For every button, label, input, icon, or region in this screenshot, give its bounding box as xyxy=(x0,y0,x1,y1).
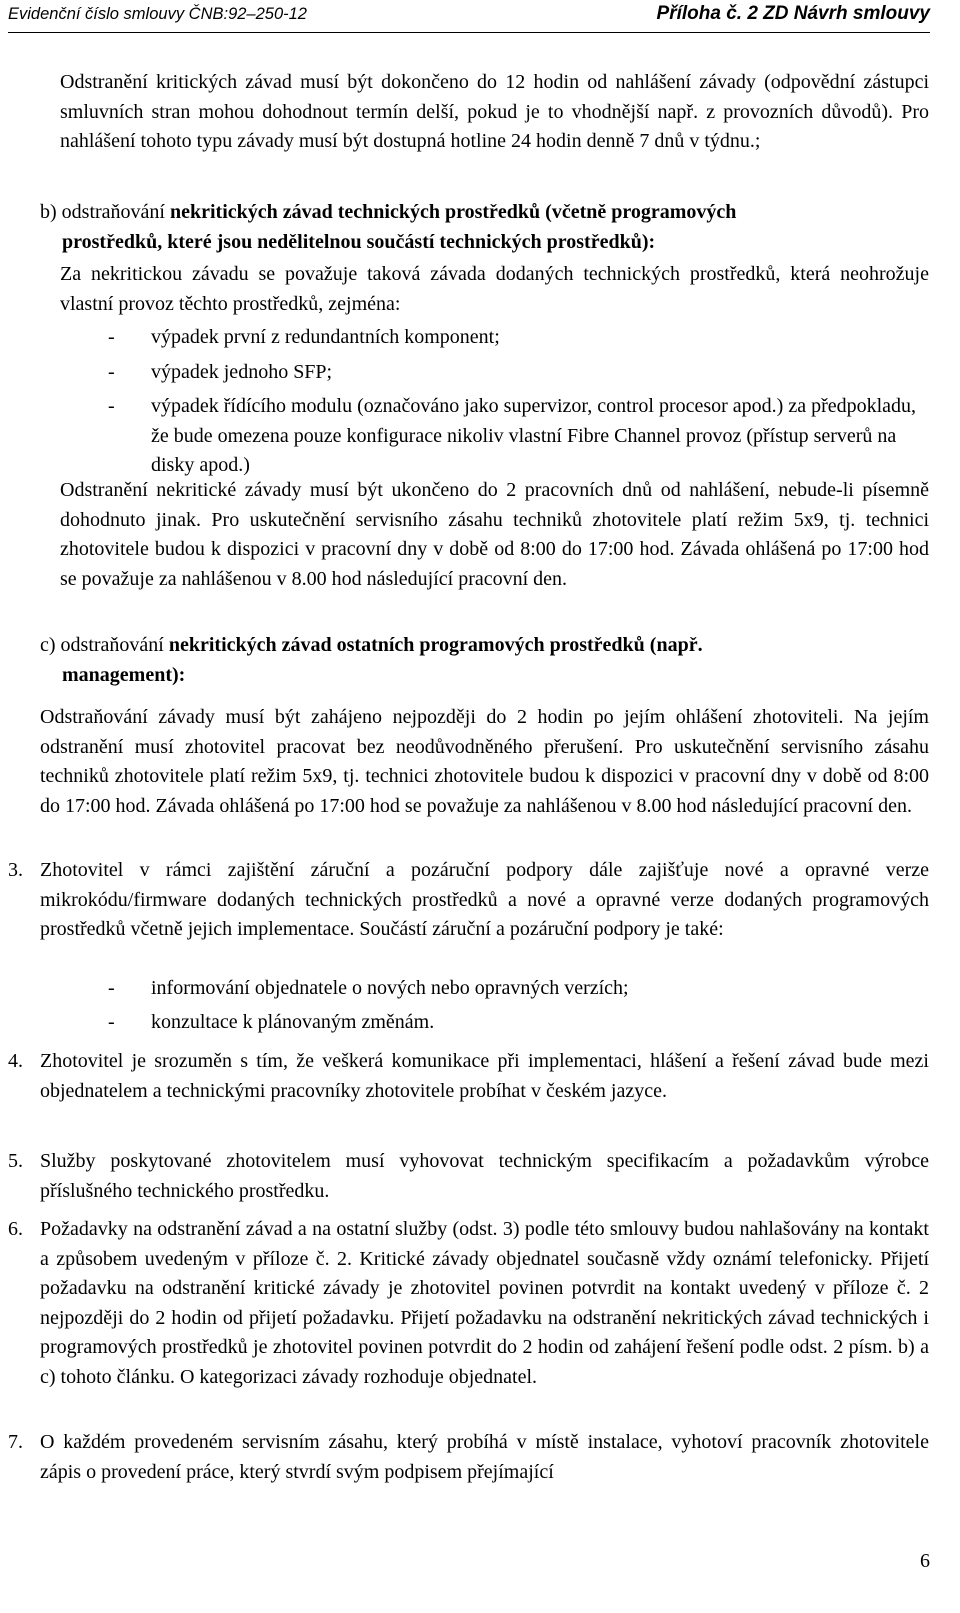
list-item-text: výpadek řídícího modulu (označováno jako supervizor, control procesor apod.) za předpokladu, že bude omezena pouze konfigurace nikoliv vlastní Fibre Channel provoz (přístup serverů na disky apod.) xyxy=(151,395,917,476)
item-number: 3. xyxy=(8,859,23,881)
section-b-heading xyxy=(40,198,929,257)
section-c-heading xyxy=(40,631,929,690)
attachment-title: Příloha č. 2 ZD Návrh smlouvy xyxy=(656,3,930,24)
list-item-text: konzultace k plánovaným změnám. xyxy=(151,1011,435,1033)
dash-bullet: - xyxy=(108,977,115,999)
section-b-title-2: prostředků, které jsou nedělitelnou součástí technických prostředků): xyxy=(62,230,656,253)
list-item-text: výpadek jednoho SFP; xyxy=(151,361,333,383)
item-number: 4. xyxy=(8,1050,23,1072)
list-item-text: výpadek první z redundantních komponent; xyxy=(151,326,500,348)
item-text: Zhotovitel v rámci zajištění záruční a pozáruční podpory dále zajišťuje nové a opravné verze mikrokódu/firmware dodaných technických prostředků a nové a opravné verze dodaných programových prostředků včetně jejich implementace. Součástí záruční a pozáruční podpory je také: xyxy=(40,859,929,940)
section-c-title-2: management): xyxy=(62,663,186,686)
dash-bullet: - xyxy=(108,1011,115,1033)
page-header xyxy=(8,2,930,33)
section-b-paragraph: Za nekritickou závadu se považuje taková závada dodaných technických prostředků, která neohrožuje vlastní provoz těchto prostředků, zejména: xyxy=(60,263,929,315)
dash-bullet: - xyxy=(108,395,115,417)
item-number: 7. xyxy=(8,1431,23,1453)
item-number: 5. xyxy=(8,1150,23,1172)
item-text: Požadavky na odstranění závad a na ostatní služby (odst. 3) podle této smlouvy budou nahlašovány na kontakt a způsobem uvedeným v příloze č. 2. Kritické závady objednatel současně vždy oznámí telefonicky. Přijetí požadavku na odstranění kritické závady je zhotovitel povinen potvrdit na kontakt uvedený v příloze č. 2 nejpozději do 2 hodin od přijetí požadavku. Přijetí požadavku na odstranění nekritických závad technických i programových prostředků je zhotovitel povinen potvrdit do 2 hodin od zahájení řešení podle odst. 2 písm. b) a c) tohoto článku. O kategorizaci závady rozhoduje objednatel. xyxy=(40,1218,929,1388)
section-b-closing: Odstranění nekritické závady musí být ukončeno do 2 pracovních dnů od nahlášení, nebude-li písemně dohodnuto jinak. Pro uskutečnění servisního zásahu techniků zhotovitele platí režim 5x9, tj. technici zhotovitele budou k dispozici v pracovní dny v době od 8:00 do 17:00 hod. Závada ohlášená po 17:00 hod se považuje za nahlášenou v 8.00 hod následující pracovní den. xyxy=(60,479,929,590)
dash-bullet: - xyxy=(108,361,115,383)
item-text: O každém provedeném servisním zásahu, který probíhá v místě instalace, vyhotoví pracovník zhotovitele zápis o provedení práce, který stvrdí svým podpisem přejímající xyxy=(40,1431,929,1483)
section-c-title-1: nekritických závad ostatních programových prostředků (např. xyxy=(168,634,703,656)
section-c-label: c) odstraňování xyxy=(40,634,164,656)
list-item-text: informování objednatele o nových nebo opravných verzích; xyxy=(151,977,629,999)
item-number: 6. xyxy=(8,1218,23,1240)
page-number: 6 xyxy=(920,1550,930,1572)
section-b-title-1: nekritických závad technických prostředků (včetně programových xyxy=(169,201,737,223)
dash-bullet: - xyxy=(108,326,115,348)
intro-paragraph: Odstranění kritických závad musí být dokončeno do 12 hodin od nahlášení závady (odpovědní zástupci smluvních stran mohou dohodnout termín delší, pokud je to vhodnější např. z provozních důvodů). Pro nahlášení tohoto typu závady musí být dostupná hotline 24 hodin denně 7 dnů v týdnu.; xyxy=(60,71,929,152)
section-c-paragraph: Odstraňování závady musí být zahájeno nejpozději do 2 hodin po jejím ohlášení zhotoviteli. Na jejím odstranění musí zhotovitel pracovat bez neodůvodněného přerušení. Pro uskutečnění servisního zásahu techniků zhotovitele platí režim 5x9, tj. technici zhotovitele budou k dispozici v pracovní dny v době od 8:00 do 17:00 hod. Závada ohlášená po 17:00 hod se považuje za nahlášenou v 8.00 hod následující pracovní den. xyxy=(40,706,929,817)
item-text: Služby poskytované zhotovitelem musí vyhovovat technickým specifikacím a požadavkům výrobce příslušného technického prostředku. xyxy=(40,1150,929,1202)
contract-number: Evidenční číslo smlouvy ČNB:92–250-12 xyxy=(8,5,307,23)
section-b-label: b) odstraňování xyxy=(40,201,165,223)
item-text: Zhotovitel je srozuměn s tím, že veškerá komunikace při implementaci, hlášení a řešení závad bude mezi objednatelem a technickými pracovníky zhotovitele probíhat v českém jazyce. xyxy=(40,1050,929,1102)
